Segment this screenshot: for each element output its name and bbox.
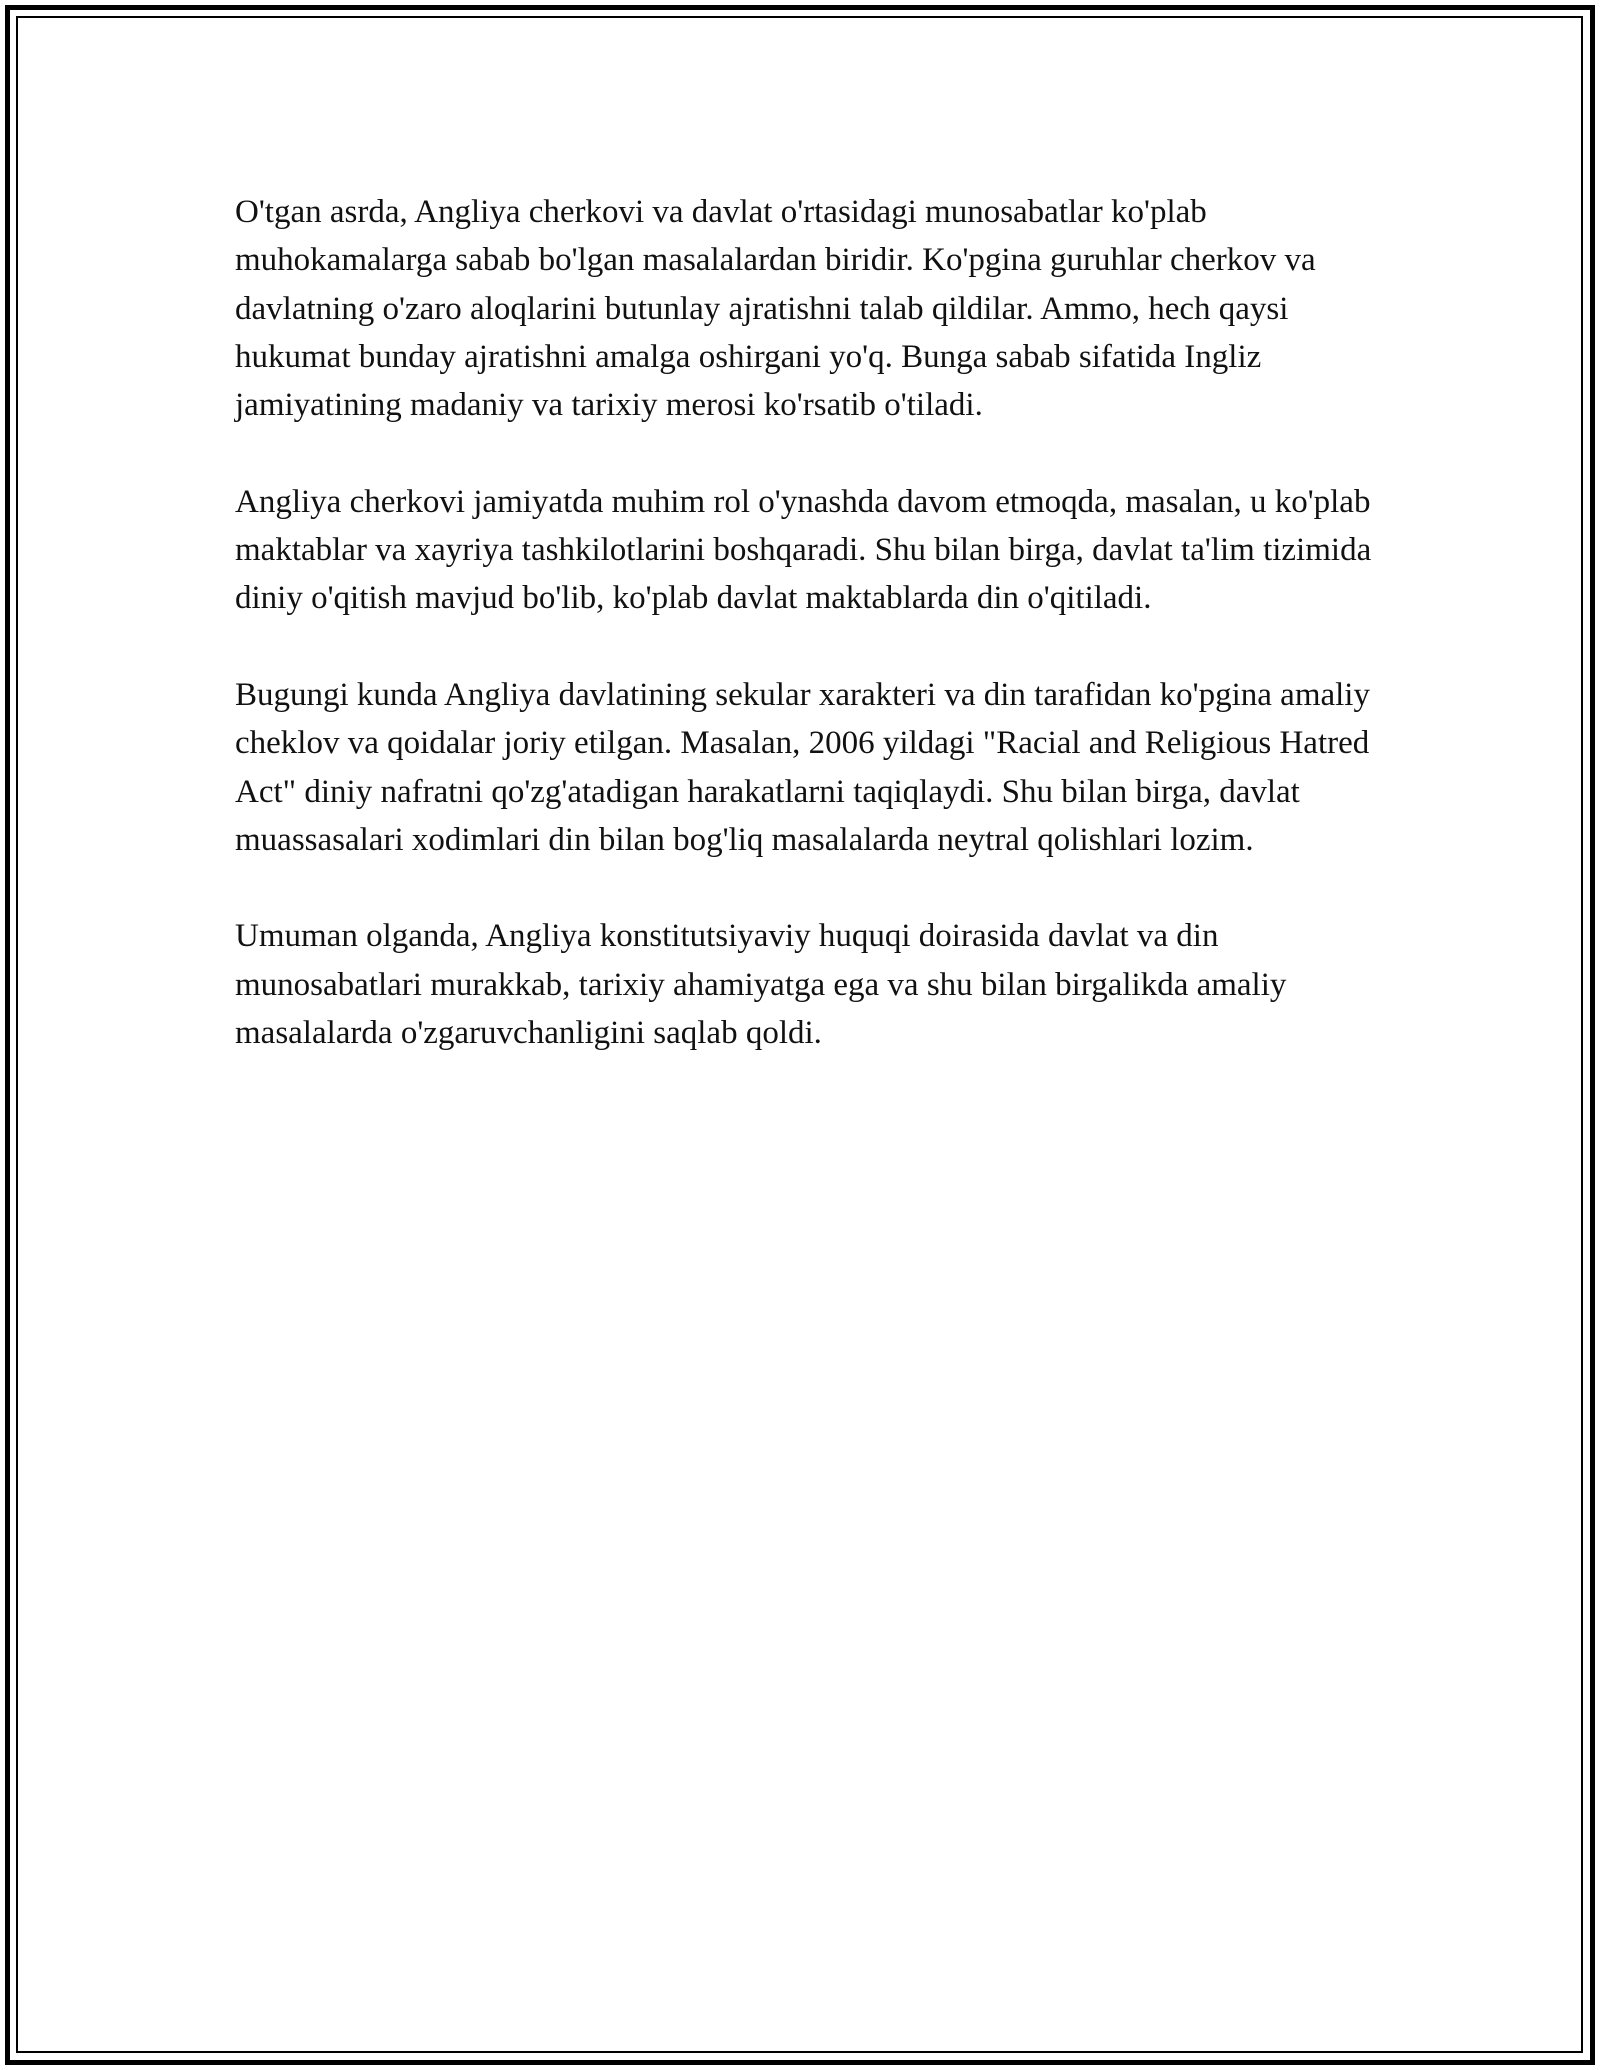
paragraph-1: O'tgan asrda, Angliya cherkovi va davlat o'rtasidagi munosabatlar ko'plab muhokamalarga sabab bo'lgan masalalardan biridir. Ko'pgina guruhlar cherkov va davlatning o'zaro aloqlarini butunlay ajratishni talab qildilar. Ammo, hech qaysi hukumat bunday ajratishni amalga oshirgani yo'q. Bunga sabab sifatida Ingliz jamiyatining madaniy va tarixiy merosi ko'rsatib o'tiladi. [235, 194, 1316, 424]
paragraph-4: Umuman olganda, Angliya konstitutsiyaviy huquqi doirasida davlat va din munosabatlari murakkab, tarixiy ahamiyatga ega va shu bilan birgalikda amaliy masalalarda o'zgaruvchanligini saqlab qoldi. [235, 918, 1287, 1052]
paragraph-2: Angliya cherkovi jamiyatda muhim rol o'ynashda davom etmoqda, masalan, u ko'plab maktablar va xayriya tashkilotlarini boshqaradi. Shu bilan birga, davlat ta'lim tizimida diniy o'qitish mavjud bo'lib, ko'plab davlat maktablarda din o'qitiladi. [235, 483, 1372, 617]
paragraph-3: Bugungi kunda Angliya davlatining sekular xarakteri va din tarafidan ko'pgina amaliy cheklov va qoidalar joriy etilgan. Masalan, 2006 yildagi "Racial and Religious Hatred Act" diniy nafratni qo'zg'atadigan harakatlarni taqiqlaydi. Shu bilan birga, davlat muassasalari xodimlari din bilan bog'liq masalalarda neytral qolishlari lozim. [235, 676, 1370, 858]
document-body [235, 188, 1375, 1106]
